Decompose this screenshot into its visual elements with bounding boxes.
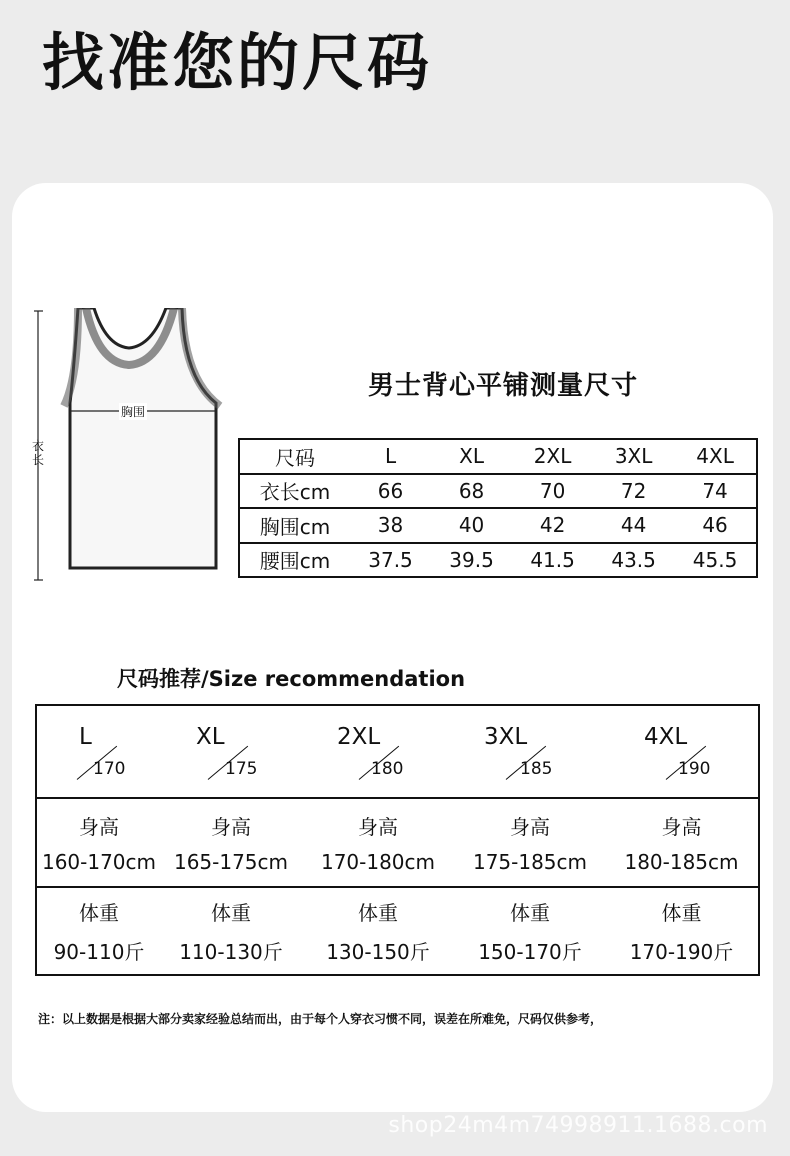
size-table xyxy=(238,438,758,578)
table-cell: 44 xyxy=(593,508,674,543)
table-cell: 68 xyxy=(431,474,512,509)
height-value: 185 xyxy=(520,759,553,779)
height-range-row xyxy=(37,799,758,888)
size-table-header-row xyxy=(239,439,757,474)
table-cell: 74 xyxy=(674,474,757,509)
height-range: 160-170cm xyxy=(41,850,157,874)
weight-label: 体重 xyxy=(510,901,550,925)
table-cell: 72 xyxy=(593,474,674,509)
table-cell: 41.5 xyxy=(512,543,593,578)
size-cell xyxy=(463,706,612,797)
weight-range: 170-190斤 xyxy=(629,940,734,964)
height-cell xyxy=(301,799,455,886)
page-title: 找准您的尺码 xyxy=(42,26,433,99)
size-label: 4XL xyxy=(644,724,688,750)
weight-label: 体重 xyxy=(358,901,398,925)
table-header-cell: 尺码 xyxy=(239,439,350,474)
weight-label: 体重 xyxy=(79,901,119,925)
weight-range: 130-150斤 xyxy=(326,940,430,964)
height-cell xyxy=(161,799,301,886)
height-label: 身高 xyxy=(79,815,119,839)
weight-range-row xyxy=(37,888,758,974)
length-label: 衣长 xyxy=(32,439,45,467)
table-cell: 46 xyxy=(674,508,757,543)
size-cell xyxy=(181,706,313,797)
table-cell: 40 xyxy=(431,508,512,543)
size-label: XL xyxy=(196,724,225,750)
table-header-cell: L xyxy=(350,439,431,474)
table-cell: 42 xyxy=(512,508,593,543)
table-row xyxy=(239,543,757,578)
size-cell xyxy=(313,706,463,797)
table-row xyxy=(239,508,757,543)
weight-range: 90-110斤 xyxy=(53,940,145,964)
height-range: 170-180cm xyxy=(320,850,436,874)
size-label: L xyxy=(79,724,92,750)
size-cell xyxy=(37,706,181,797)
weight-label: 体重 xyxy=(661,901,702,925)
table-header-cell: 4XL xyxy=(674,439,757,474)
table-header-cell: 3XL xyxy=(593,439,674,474)
weight-range: 150-170斤 xyxy=(478,940,582,964)
table-cell: 胸围cm xyxy=(239,508,350,543)
size-label: 2XL xyxy=(337,724,381,750)
height-value: 180 xyxy=(371,759,404,779)
tank-top-diagram xyxy=(34,308,234,593)
height-range: 180-185cm xyxy=(624,850,739,874)
height-cell xyxy=(605,799,758,886)
table-cell: 43.5 xyxy=(593,543,674,578)
weight-cell xyxy=(301,888,455,974)
size-cell xyxy=(612,706,758,797)
table-cell: 38 xyxy=(350,508,431,543)
disclaimer-note: 注：以上数据是根据大部分卖家经验总结而出，由于每个人穿衣习惯不同，误差在所难免，尺码仅供参考， xyxy=(38,1012,603,1026)
height-label: 身高 xyxy=(510,815,550,839)
height-value: 190 xyxy=(678,759,711,779)
height-cell xyxy=(37,799,161,886)
table-cell: 39.5 xyxy=(431,543,512,578)
recommendation-table xyxy=(35,704,760,976)
height-value: 175 xyxy=(225,759,258,779)
weight-cell xyxy=(455,888,605,974)
weight-label: 体重 xyxy=(211,901,251,925)
size-label: 3XL xyxy=(484,724,528,750)
height-label: 身高 xyxy=(211,815,251,839)
height-cell xyxy=(455,799,605,886)
recommendation-title: 尺码推荐/Size recommendation xyxy=(117,667,466,691)
weight-cell xyxy=(161,888,301,974)
tank-top-outline-icon xyxy=(64,308,220,568)
table-cell: 45.5 xyxy=(674,543,757,578)
table-cell: 37.5 xyxy=(350,543,431,578)
height-range: 165-175cm xyxy=(173,850,289,874)
table-cell: 衣长cm xyxy=(239,474,350,509)
table-row xyxy=(239,474,757,509)
table-cell: 70 xyxy=(512,474,593,509)
size-table-title: 男士背心平铺测量尺寸 xyxy=(368,371,639,401)
size-height-row xyxy=(37,706,758,799)
size-guide-card xyxy=(12,183,773,1112)
chest-label: 胸围 xyxy=(121,405,146,419)
height-range: 175-185cm xyxy=(472,850,588,874)
weight-range: 110-130斤 xyxy=(179,940,283,964)
table-header-cell: 2XL xyxy=(512,439,593,474)
height-value: 170 xyxy=(93,759,126,779)
weight-cell xyxy=(605,888,758,974)
table-cell: 腰围cm xyxy=(239,543,350,578)
weight-cell xyxy=(37,888,161,974)
watermark: shop24m4m74998911.1688.com xyxy=(388,1113,768,1138)
table-cell: 66 xyxy=(350,474,431,509)
table-header-cell: XL xyxy=(431,439,512,474)
height-label: 身高 xyxy=(661,815,702,839)
height-label: 身高 xyxy=(358,815,398,839)
